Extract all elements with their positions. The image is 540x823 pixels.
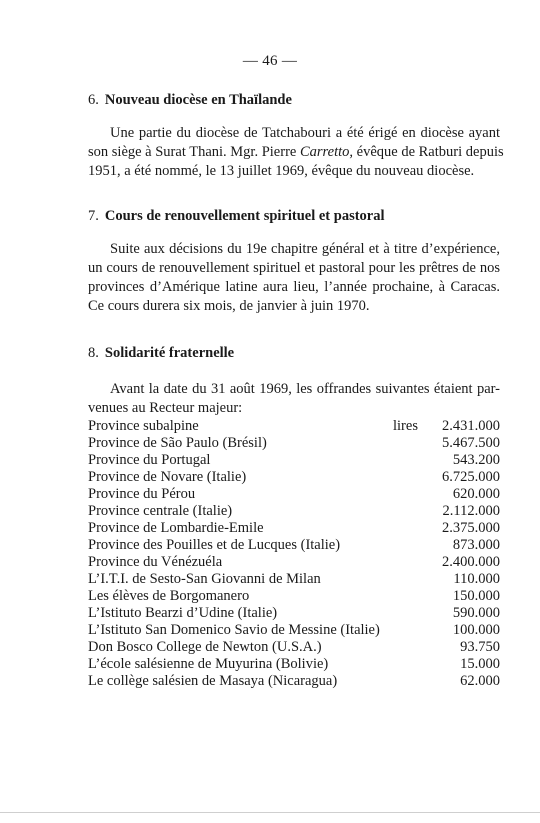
offering-amount: 873.000 [452,537,500,553]
offering-amount: 2.375.000 [442,520,500,536]
section-8-heading [88,345,234,362]
offering-row [88,435,500,452]
offering-row [88,469,500,486]
offering-row [88,554,500,571]
paragraph-line: un cours de renouvellement spirituel et pastoral pour les prêtres de nos [88,260,500,276]
offering-row [88,588,500,605]
offering-name: Province des Pouilles et de Lucques (Italie) [88,537,341,553]
offering-name: Province de São Paulo (Brésil) [88,435,267,451]
offering-row [88,418,500,435]
offering-name: L’Istituto San Domenico Savio de Messine (Italie) [88,622,380,638]
paragraph-line: provinces d’Amérique latine aura lieu, l’année prochaine, à Caracas. [88,279,500,295]
section-title: Nouveau diocèse en Thaïlande [104,92,292,108]
section-7-paragraph [88,240,500,316]
offering-name: Les élèves de Borgomanero [88,588,250,604]
offering-row [88,537,500,554]
offering-row [88,605,500,622]
offering-name: Le collège salésien de Masaya (Nicaragua) [88,673,338,689]
offering-amount: 620.000 [452,486,500,502]
section-6-heading [88,92,292,109]
offering-name: Province du Vénézuéla [88,554,223,570]
offering-name: Province de Novare (Italie) [88,469,247,485]
offering-amount: 590.000 [452,605,500,621]
paragraph-line: Une partie du diocèse de Tatchabouri a été érigé en diocèse ayant [110,125,500,141]
section-title: Solidarité fraternelle [104,345,235,361]
section-7-heading [88,208,385,225]
section-number: 6. [88,92,99,108]
offering-name: Province du Pérou [88,486,196,502]
paragraph-line: Suite aux décisions du 19e chapitre général et à titre d’expérience, [110,241,500,257]
offering-row [88,520,500,537]
offering-amount: 2.400.000 [442,554,500,570]
paragraph-line: Ce cours durera six mois, de janvier à juin 1970. [88,298,370,314]
offering-amount: 2.112.000 [442,503,500,519]
paragraph-line: venues au Recteur majeur: [88,400,243,416]
offering-row [88,486,500,503]
offering-name: L’Istituto Bearzi d’Udine (Italie) [88,605,278,621]
offering-row [88,571,500,588]
offering-row [88,452,500,469]
offering-name: Don Bosco College de Newton (U.S.A.) [88,639,322,655]
offering-row [88,656,500,673]
offering-row [88,673,500,690]
paragraph-line: Avant la date du 31 août 1969, les offrandes suivantes étaient par- [110,381,500,397]
offering-amount: 2.431.000 [442,418,500,434]
offering-name: L’I.T.I. de Sesto-San Giovanni de Milan [88,571,321,587]
offering-amount: 150.000 [452,588,500,604]
offering-name: L’école salésienne de Muyurina (Bolivie) [88,656,329,672]
offering-row [88,503,500,520]
paragraph-line: 1951, a été nommé, le 13 juillet 1969, évêque du nouveau diocèse. [88,163,475,179]
offering-unit: lires [393,418,418,434]
offering-name: Province centrale (Italie) [88,503,233,519]
section-number: 7. [88,208,99,224]
offering-amount: 93.750 [460,639,500,655]
offering-amount: 543.200 [452,452,500,468]
section-8-paragraph [88,380,500,418]
offering-amount: 15.000 [460,656,500,672]
paragraph-line: son siège à Surat Thani. Mgr. Pierre Carretto, évêque de Ratburi depuis [88,144,504,160]
offering-row [88,639,500,656]
page-number: — 46 — [242,53,298,69]
page-bottom-edge [0,812,540,813]
offering-name: Province du Portugal [88,452,211,468]
section-title: Cours de renouvellement spirituel et pastoral [104,208,385,224]
section-number: 8. [88,345,99,361]
offering-amount: 5.467.500 [442,435,500,451]
offering-name: Province subalpine [88,418,199,434]
offering-amount: 100.000 [452,622,500,638]
offering-amount: 6.725.000 [442,469,500,485]
offering-amount: 110.000 [453,571,500,587]
offering-row [88,622,500,639]
offering-amount: 62.000 [460,673,500,689]
offerings-table [88,418,500,690]
offering-name: Province de Lombardie-Emile [88,520,264,536]
italic-name: Carretto, [299,144,354,160]
section-6-paragraph [88,124,504,181]
